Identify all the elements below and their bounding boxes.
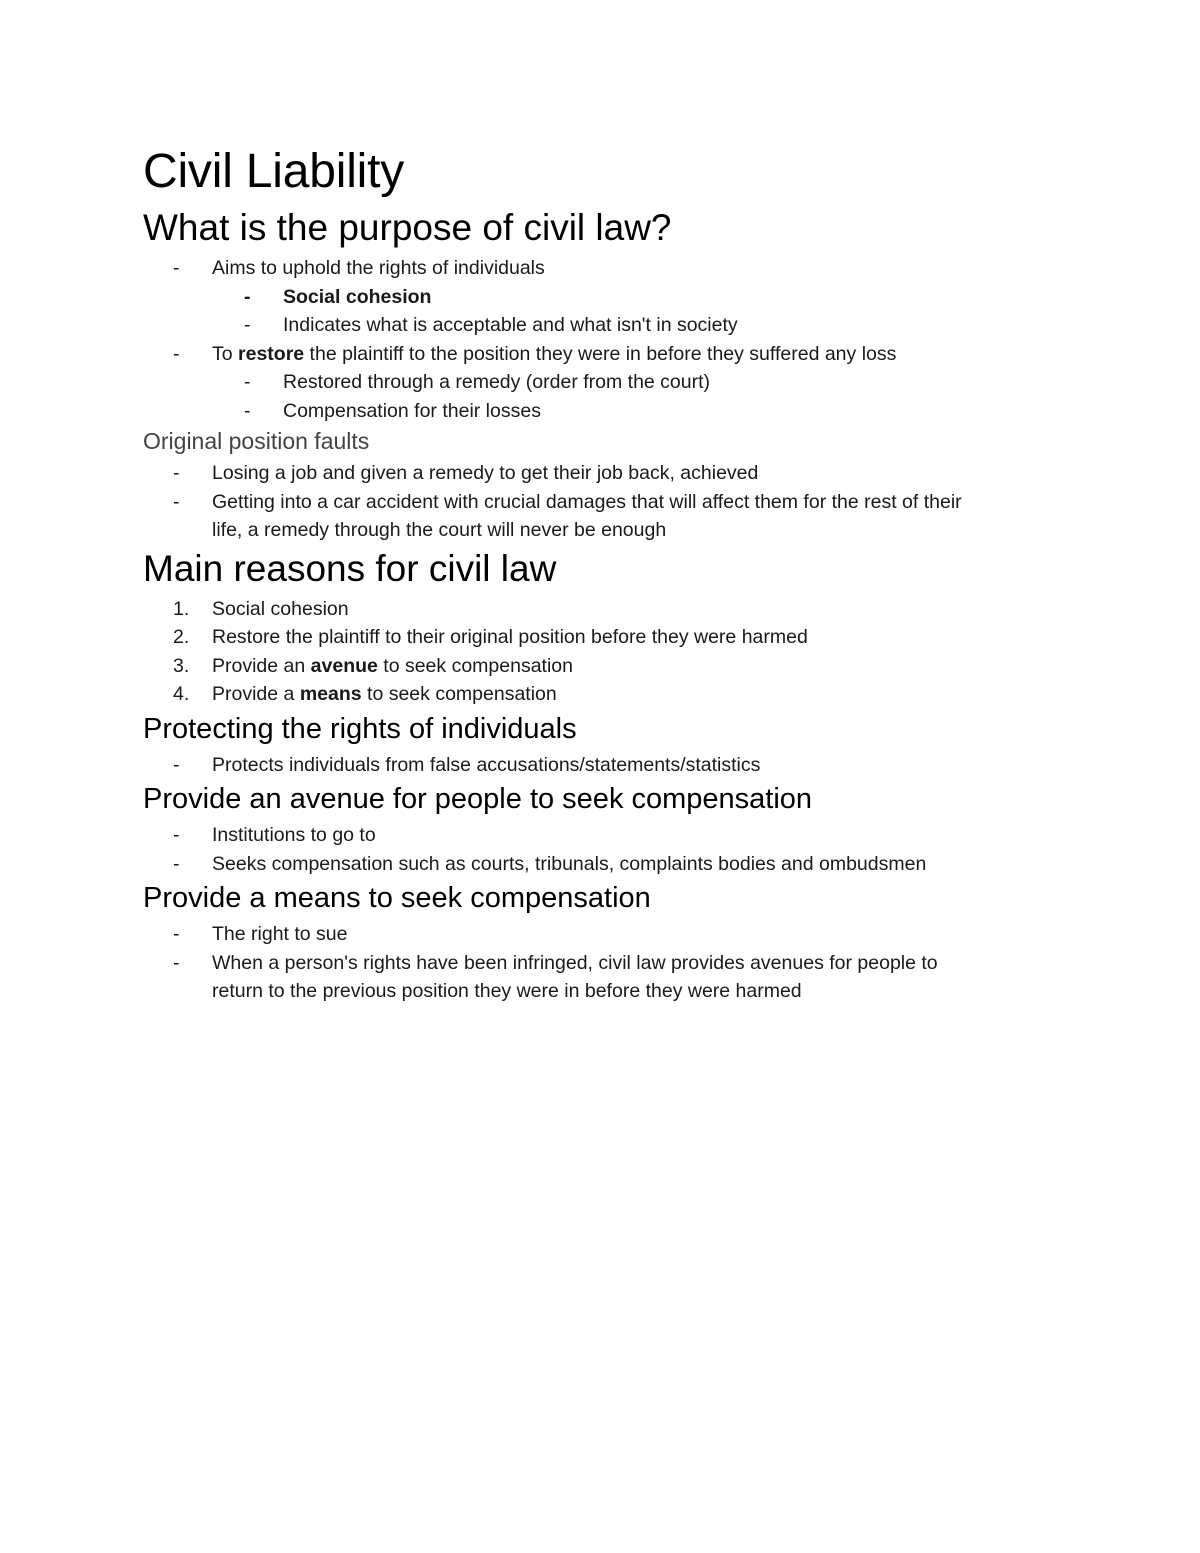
- bullet-dash: -: [173, 852, 180, 875]
- list-item: [143, 920, 1063, 949]
- list-item-text-suffix: to seek compensation: [361, 683, 557, 705]
- list-item: [143, 595, 1063, 624]
- list-item: [143, 397, 1063, 426]
- list-item-text-prefix: Provide an: [212, 654, 311, 677]
- list-item-text-suffix: the plaintiff to the position they were in before they suffered any loss: [304, 342, 897, 365]
- list-item-text: The right to sue: [212, 923, 348, 945]
- emphasis-restore: restore: [238, 342, 305, 365]
- heading-protecting-rights: Protecting the rights of individuals: [143, 712, 577, 745]
- emphasis-means: means: [299, 683, 362, 705]
- list-number: 1.: [173, 597, 190, 620]
- bullet-dash: -: [173, 342, 180, 365]
- list-item-text: Seeks compensation such as courts, tribunals, complaints bodies and ombudsmen: [212, 852, 927, 875]
- list-item: [143, 368, 1063, 397]
- document-page: [143, 140, 1063, 1006]
- list-item-text: Aims to uphold the rights of individuals: [212, 257, 545, 279]
- list-item: [143, 949, 1063, 1006]
- list-item: [143, 751, 1063, 780]
- list-number: 3.: [173, 654, 190, 677]
- list-item: [143, 821, 1063, 850]
- emphasis-avenue: avenue: [310, 654, 378, 677]
- means-list: [143, 920, 1063, 1006]
- list-number: 2.: [173, 626, 190, 648]
- heading-original-position-faults: Original position faults: [143, 428, 370, 454]
- list-item-text: Losing a job and given a remedy to get their job back, achieved: [212, 462, 759, 484]
- heading-purpose-of-civil-law: What is the purpose of civil law?: [143, 207, 672, 248]
- list-item-text-suffix: to seek compensation: [377, 654, 573, 677]
- list-item: [143, 340, 1063, 369]
- list-item: [143, 652, 1063, 681]
- bullet-dash: -: [244, 399, 251, 422]
- bullet-dash: -: [173, 257, 180, 279]
- reasons-list: [143, 595, 1063, 709]
- list-number: 4.: [173, 683, 190, 705]
- bullet-dash: -: [173, 824, 180, 846]
- bullet-dash: -: [173, 753, 180, 776]
- bullet-dash: -: [173, 462, 180, 484]
- protecting-list: [143, 751, 1063, 780]
- list-item-text: Social cohesion: [212, 597, 349, 620]
- list-item-text: Social cohesion: [283, 285, 432, 308]
- list-item: [143, 850, 1063, 879]
- heading-provide-means: Provide a means to seek compensation: [143, 882, 651, 914]
- list-item-text: Indicates what is acceptable and what isn't in society: [283, 314, 738, 336]
- heading-main-reasons: Main reasons for civil law: [143, 547, 557, 589]
- list-item: [143, 283, 1063, 312]
- list-item: [143, 311, 1063, 340]
- list-item-text-prefix: Provide a: [212, 683, 300, 705]
- list-item-text: Restore the plaintiff to their original position before they were harmed: [212, 626, 808, 648]
- faults-list: [143, 459, 1063, 545]
- list-item: [143, 254, 1063, 283]
- list-item: [143, 488, 1063, 545]
- list-item-text: Institutions to go to: [212, 824, 376, 846]
- bullet-dash: -: [244, 314, 251, 336]
- document-title: Civil Liability: [143, 145, 405, 198]
- list-item: [143, 623, 1063, 652]
- bullet-dash: -: [173, 490, 180, 513]
- list-item-text-line: When a person's rights have been infringed, civil law provides avenues for people to: [212, 951, 938, 974]
- list-item: [143, 680, 1063, 709]
- list-item-text-line: Getting into a car accident with crucial damages that will affect them for the rest of their: [212, 490, 962, 513]
- bullet-dash: -: [173, 923, 180, 945]
- heading-provide-avenue: Provide an avenue for people to seek compensation: [143, 783, 813, 815]
- avenue-list: [143, 821, 1063, 878]
- list-item: [143, 459, 1063, 488]
- list-item-text: Compensation for their losses: [283, 399, 541, 422]
- bullet-dash: -: [173, 951, 180, 974]
- list-item-text: Restored through a remedy (order from the court): [283, 371, 711, 393]
- purpose-list: [143, 254, 1063, 425]
- list-item-text-prefix: To: [212, 342, 239, 365]
- bullet-dash: -: [244, 285, 251, 308]
- bullet-dash: -: [244, 371, 251, 393]
- list-item-text: Protects individuals from false accusations/statements/statistics: [212, 753, 761, 776]
- list-item-text-line: return to the previous position they were in before they were harmed: [212, 980, 802, 1002]
- list-item-text-line: life, a remedy through the court will never be enough: [212, 519, 667, 541]
